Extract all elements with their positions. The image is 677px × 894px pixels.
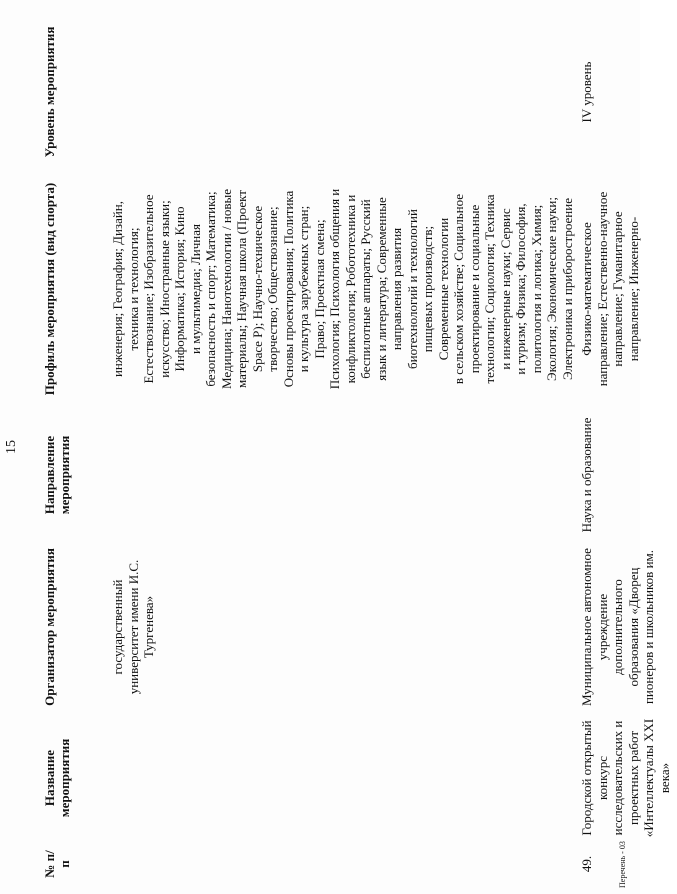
profile-line: биотехнологий и технологий	[404, 209, 420, 369]
profile-line: Право; Проектная смена;	[311, 219, 327, 359]
profile-line: и туризм; Физика; Философия,	[513, 203, 528, 375]
event-organizer: Муниципальное автономное учреждение дополнительного образования «Дворец пионеров и школьников им.	[579, 548, 656, 706]
header-level: Уровень мероприятия	[42, 26, 57, 158]
table-row-continuation	[108, 14, 577, 884]
profile-line: инженерия; География; Дизайн,	[110, 200, 125, 378]
profile-line: Естествознание; Изобразительное	[141, 194, 156, 384]
profile-line: беспилотные аппараты; Русский	[358, 199, 373, 379]
profile-line: конфликтология; Робототехника и	[342, 194, 358, 384]
profile-line: проектирование и социальные	[466, 204, 482, 374]
header-name: Название мероприятия	[42, 738, 72, 818]
header-organizer: Организатор мероприятия	[42, 548, 57, 706]
event-profile	[577, 170, 677, 408]
header-profile: Профиль мероприятия (вид спорта)	[42, 182, 57, 396]
profile-line: язык и литература; Современные	[373, 197, 389, 381]
profile-line: политология и логика; Химия;	[528, 204, 544, 374]
continuation-profile	[108, 170, 577, 408]
event-name: Городской открытый конкурс исследовательских и проектных работ «Интеллектуалы XXI века»	[579, 718, 672, 838]
profile-line: материалы; Научная школа (Проект	[234, 190, 249, 388]
profile-line: направление; Инженерно-	[625, 216, 641, 362]
event-level: IV уровень	[579, 61, 594, 123]
profile-line: и мультимедиа; Личная	[187, 224, 203, 354]
profile-line: Информатика; История; Кино	[172, 206, 187, 372]
profile-line: Электроника и приборостроение	[559, 198, 575, 380]
profile-line: Современные технологии	[435, 217, 451, 361]
profile-line: технологии; Социология; Техника	[482, 194, 497, 384]
page-number: 15	[4, 440, 19, 454]
row-number: 49.	[579, 855, 594, 873]
profile-line: Основы проектирования; Политика	[280, 190, 296, 388]
table-row	[577, 14, 677, 884]
profile-line: искусство; Иностранные языки;	[156, 200, 172, 378]
profile-line: творчество; Обществознание;	[265, 206, 280, 372]
header-num: № п/п	[42, 850, 72, 878]
profile-line: Физико-математическое	[579, 222, 594, 356]
profile-line: в сельском хозяйстве; Социальное	[451, 193, 466, 385]
event-direction: Наука и образование	[579, 417, 594, 533]
profile-line: техника и технология;	[125, 227, 141, 351]
profile-line: Психология; Психология общения и	[327, 188, 342, 390]
profile-line: безопасность и спорт; Математика;	[203, 191, 218, 387]
profile-line: направление; Гуманитарное	[610, 211, 625, 367]
events-table	[40, 14, 677, 884]
profile-line: и инженерные науки; Сервис	[497, 208, 513, 370]
continuation-organizer: государственный университет имени И.С. Тургенева»	[110, 559, 156, 695]
profile-line: Медицина; Нанотехнологии / новые	[218, 189, 234, 390]
profile-line: Space P); Научно-техническое	[249, 205, 265, 373]
footer-note: Перечень - 03	[618, 841, 627, 888]
table-header-row	[40, 14, 108, 884]
profile-line: направление; Естественно-научное	[594, 191, 610, 387]
profile-line: Экология; Экономические науки;	[544, 197, 559, 381]
profile-line: и культура зарубежных стран;	[296, 205, 311, 373]
profile-line: направления развития	[389, 227, 404, 351]
profile-line: пищевых производств;	[420, 225, 435, 353]
header-direction: Направление мероприятия	[42, 435, 72, 515]
